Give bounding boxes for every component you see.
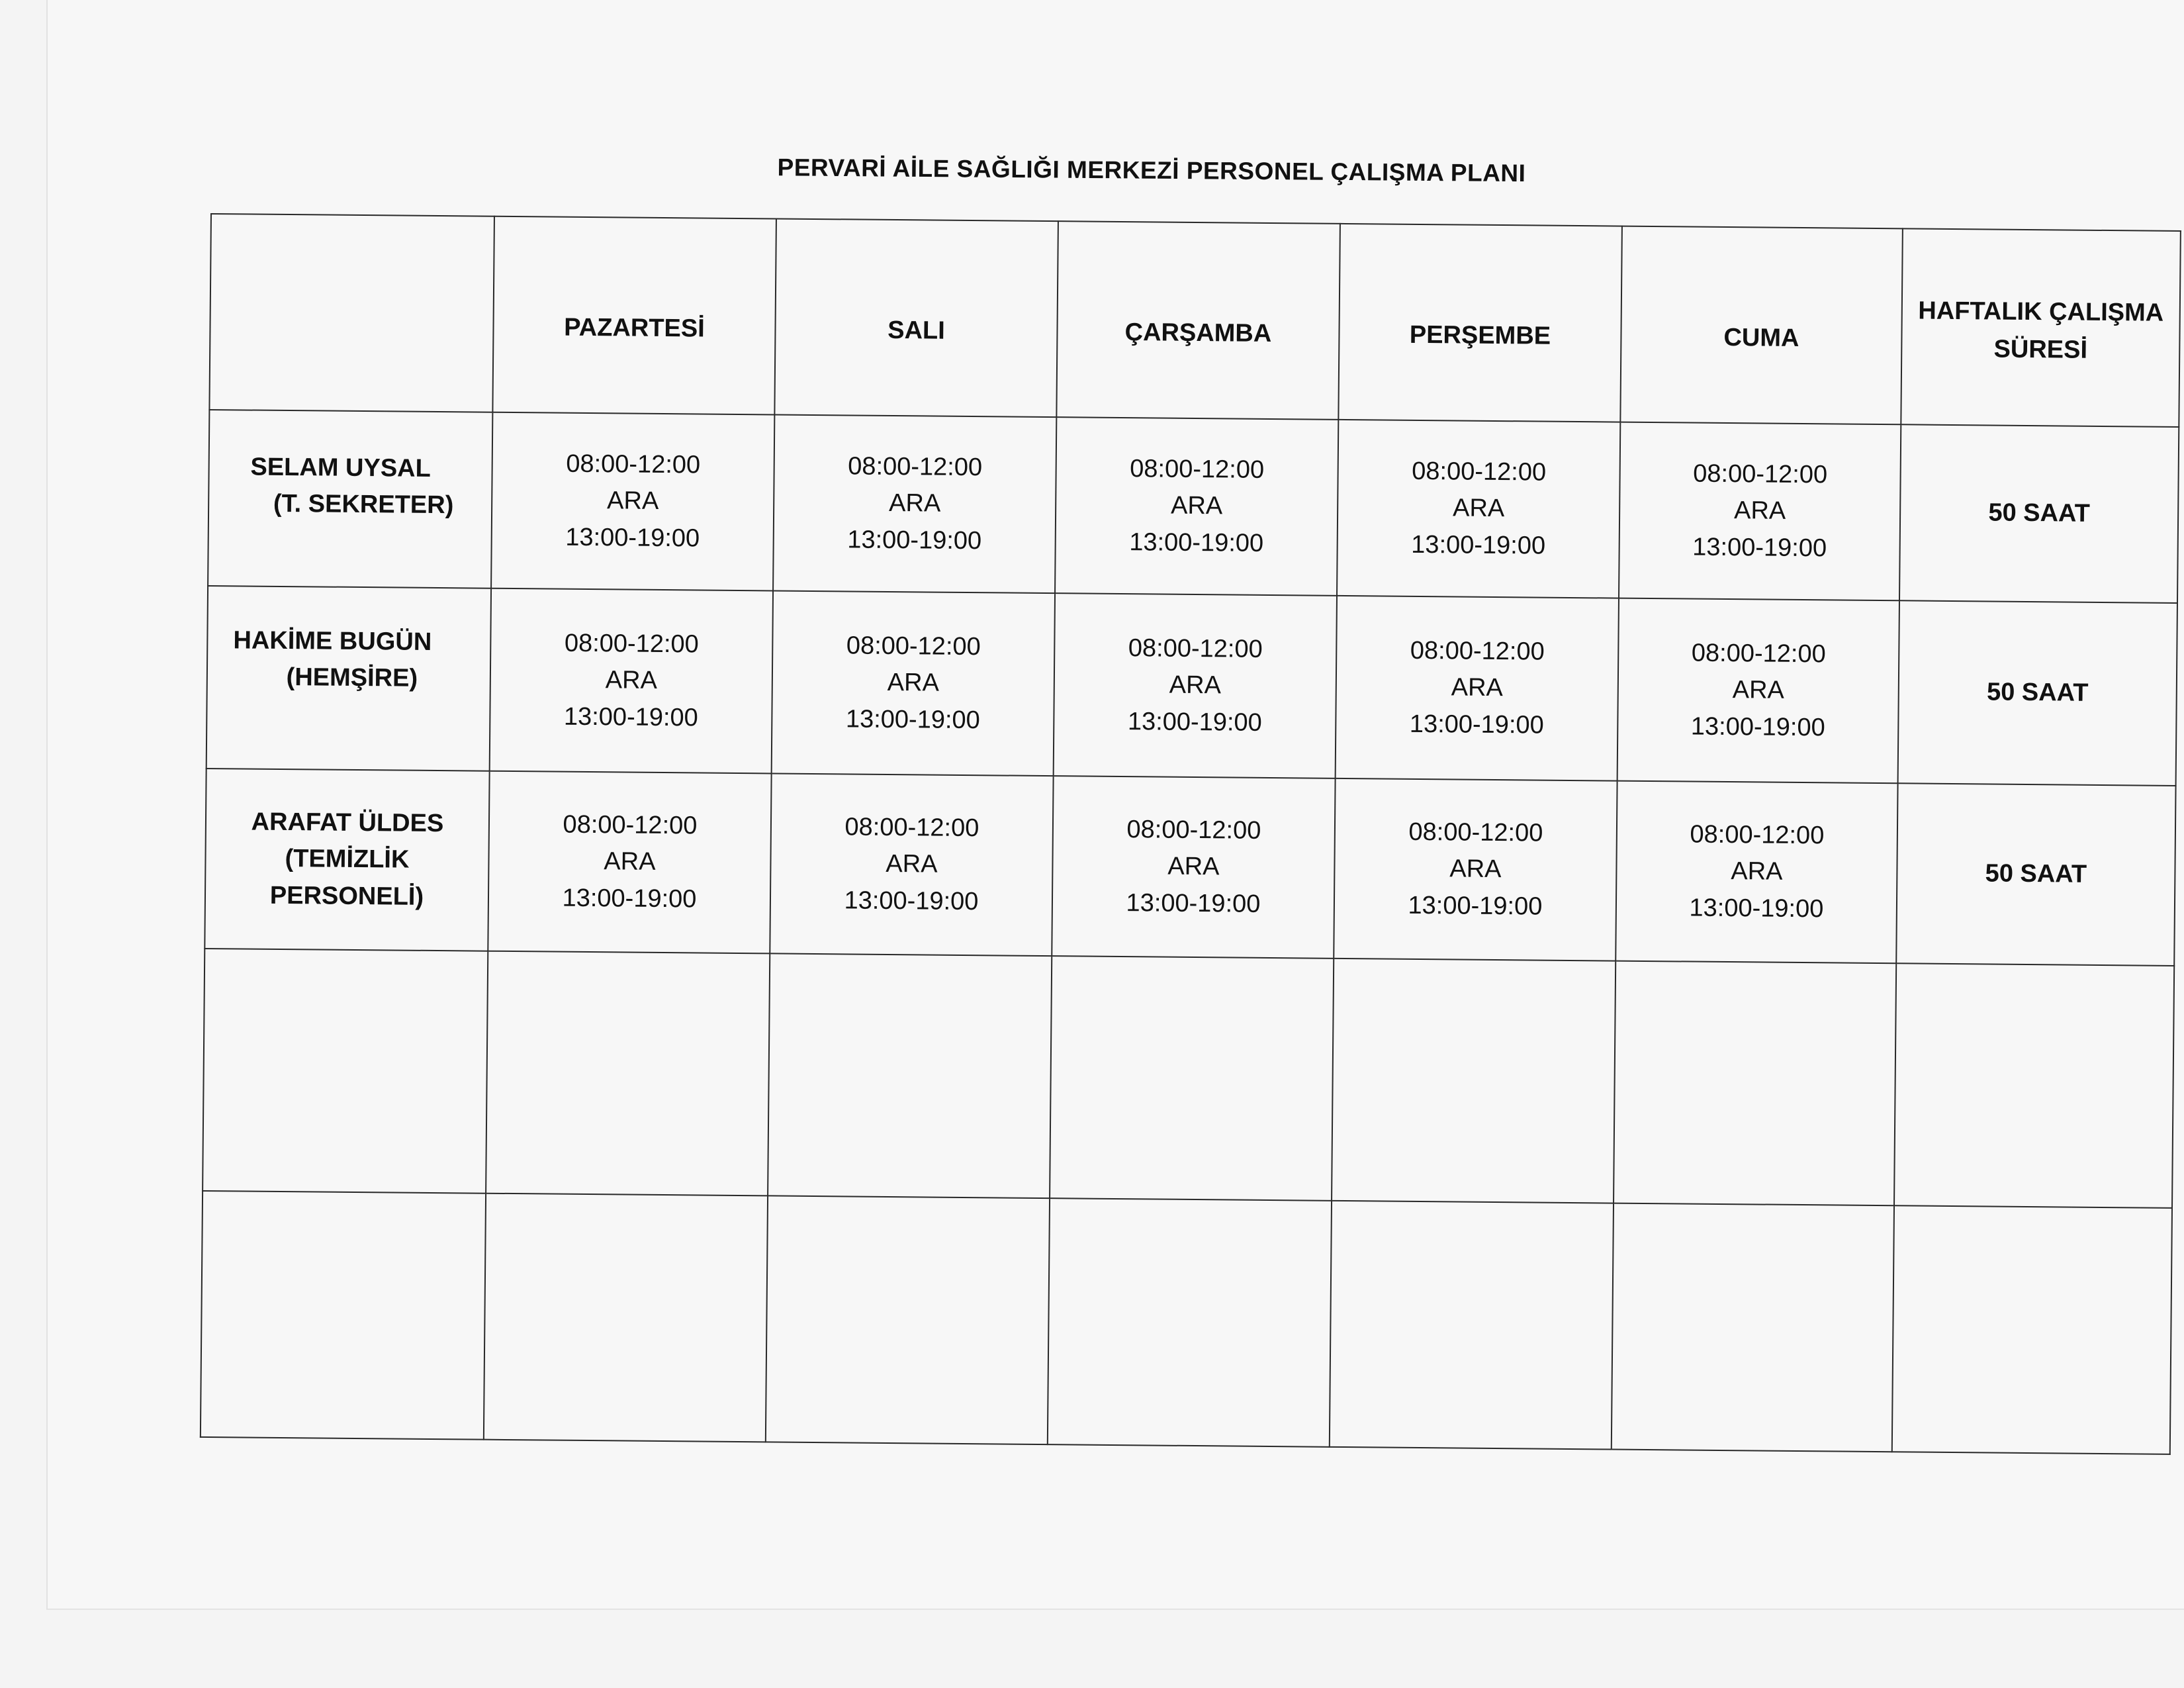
weekly-total: 50 SAAT (1898, 600, 2177, 786)
shift-cell (491, 412, 774, 591)
empty-cell (766, 1196, 1050, 1444)
shift-cell (1052, 776, 1335, 959)
staff-role: (HEMŞİRE) (286, 663, 418, 692)
shift-cell (770, 773, 1053, 956)
header-name-cell (209, 214, 494, 412)
weekly-total: 50 SAAT (1899, 424, 2179, 603)
shift-break: ARA (605, 666, 658, 695)
shift-cell (1055, 417, 1338, 596)
shift-break: ARA (1733, 496, 1786, 526)
staff-row (208, 410, 2179, 603)
shift-morning: 08:00-12:00 (1130, 455, 1265, 485)
shift-break: ARA (887, 669, 940, 698)
header-row (209, 214, 2180, 427)
empty-row (201, 1191, 2172, 1454)
shift-morning: 08:00-12:00 (1128, 634, 1263, 664)
shift-cell (1336, 596, 1619, 781)
schedule-table (200, 213, 2181, 1455)
shift-afternoon: 13:00-19:00 (1127, 707, 1262, 737)
shift-break: ARA (606, 487, 659, 516)
shift-afternoon: 13:00-19:00 (1411, 530, 1546, 560)
shift-morning: 08:00-12:00 (848, 452, 983, 482)
shift-afternoon: 13:00-19:00 (565, 523, 700, 553)
shift-afternoon: 13:00-19:00 (1126, 888, 1261, 918)
shift-morning: 08:00-12:00 (566, 450, 701, 479)
header-weekly-total-line2: SÜRESİ (1993, 335, 2088, 364)
shift-cell (772, 590, 1055, 776)
empty-cell (1332, 959, 1615, 1203)
staff-row (206, 586, 2177, 786)
shift-morning: 08:00-12:00 (1410, 637, 1545, 666)
shift-afternoon: 13:00-19:00 (1692, 533, 1827, 562)
staff-name: HAKİME BUGÜN (233, 626, 432, 656)
staff-role: (T. SEKRETER) (273, 489, 454, 520)
header-weekly-total-line1: HAFTALIK ÇALIŞMA (1918, 297, 2164, 327)
shift-break: ARA (888, 489, 941, 518)
empty-cell (484, 1194, 768, 1442)
shift-cell (1054, 593, 1337, 778)
shift-break: ARA (886, 850, 938, 879)
shift-break: ARA (1451, 673, 1504, 702)
shift-morning: 08:00-12:00 (1408, 818, 1543, 847)
shift-cell (1617, 598, 1899, 784)
shift-afternoon: 13:00-19:00 (563, 702, 698, 732)
shift-morning: 08:00-12:00 (563, 811, 698, 840)
shift-cell (490, 588, 773, 774)
shift-afternoon: 13:00-19:00 (844, 886, 979, 915)
header-day-friday: CUMA (1620, 226, 1903, 425)
shift-afternoon: 13:00-19:00 (1689, 894, 1824, 923)
shift-break: ARA (1452, 494, 1505, 523)
shift-break: ARA (604, 847, 656, 876)
shift-morning: 08:00-12:00 (1691, 639, 1826, 669)
header-weekly-total (1901, 228, 2181, 427)
empty-cell (768, 953, 1052, 1198)
empty-cell (486, 951, 770, 1196)
shift-break: ARA (1449, 855, 1502, 884)
shift-afternoon: 13:00-19:00 (847, 525, 982, 555)
shift-morning: 08:00-12:00 (1412, 457, 1547, 487)
shift-afternoon: 13:00-19:00 (1409, 710, 1544, 739)
shift-afternoon: 13:00-19:00 (1408, 891, 1543, 921)
shift-break: ARA (1169, 671, 1222, 700)
schedule-sheet (200, 213, 2181, 1455)
shift-morning: 08:00-12:00 (1693, 459, 1828, 489)
shift-cell (773, 414, 1056, 593)
shift-afternoon: 13:00-19:00 (1690, 712, 1825, 741)
staff-row (205, 769, 2175, 966)
shift-morning: 08:00-12:00 (844, 813, 979, 843)
header-day-thursday: PERŞEMBE (1338, 224, 1622, 422)
shift-morning: 08:00-12:00 (1690, 820, 1825, 850)
empty-cell (1894, 963, 2174, 1208)
shift-break: ARA (1170, 492, 1223, 520)
empty-cell (1048, 1198, 1332, 1447)
shift-afternoon: 13:00-19:00 (845, 704, 980, 734)
empty-row (203, 949, 2174, 1208)
empty-cell (1892, 1205, 2172, 1454)
shift-break: ARA (1731, 857, 1783, 886)
document-title: PERVARİ AİLE SAĞLIĞI MERKEZİ PERSONEL ÇALIŞMA PLANI (777, 154, 1526, 187)
shift-cell (1337, 420, 1620, 598)
shift-cell (1619, 422, 1901, 601)
shift-morning: 08:00-12:00 (1126, 816, 1261, 845)
empty-cell (1612, 1203, 1894, 1452)
shift-cell (1615, 781, 1897, 964)
shift-afternoon: 13:00-19:00 (562, 884, 697, 913)
shift-break: ARA (1167, 853, 1220, 881)
empty-cell (1050, 956, 1334, 1201)
empty-cell (1614, 961, 1896, 1206)
shift-cell (1334, 778, 1617, 961)
header-day-monday: PAZARTESİ (492, 216, 776, 415)
staff-name-cell (208, 410, 492, 588)
empty-cell (1330, 1201, 1614, 1450)
empty-cell (201, 1191, 486, 1440)
shift-afternoon: 13:00-19:00 (1129, 528, 1264, 557)
staff-name: ARAFAT ÜLDES (251, 808, 444, 838)
staff-name-cell (206, 586, 491, 771)
empty-cell (203, 949, 488, 1194)
staff-name: SELAM UYSAL (250, 453, 432, 483)
staff-role: (TEMİZLİK (285, 845, 410, 874)
staff-role-continued: PERSONELİ) (269, 881, 424, 911)
header-day-wednesday: ÇARŞAMBA (1056, 221, 1340, 420)
shift-morning: 08:00-12:00 (846, 632, 981, 661)
header-day-tuesday: SALI (774, 218, 1058, 417)
shift-morning: 08:00-12:00 (564, 630, 699, 659)
staff-name-cell (205, 769, 489, 951)
shift-break: ARA (1732, 676, 1785, 705)
shift-cell (488, 771, 771, 954)
weekly-total: 50 SAAT (1896, 783, 2175, 966)
